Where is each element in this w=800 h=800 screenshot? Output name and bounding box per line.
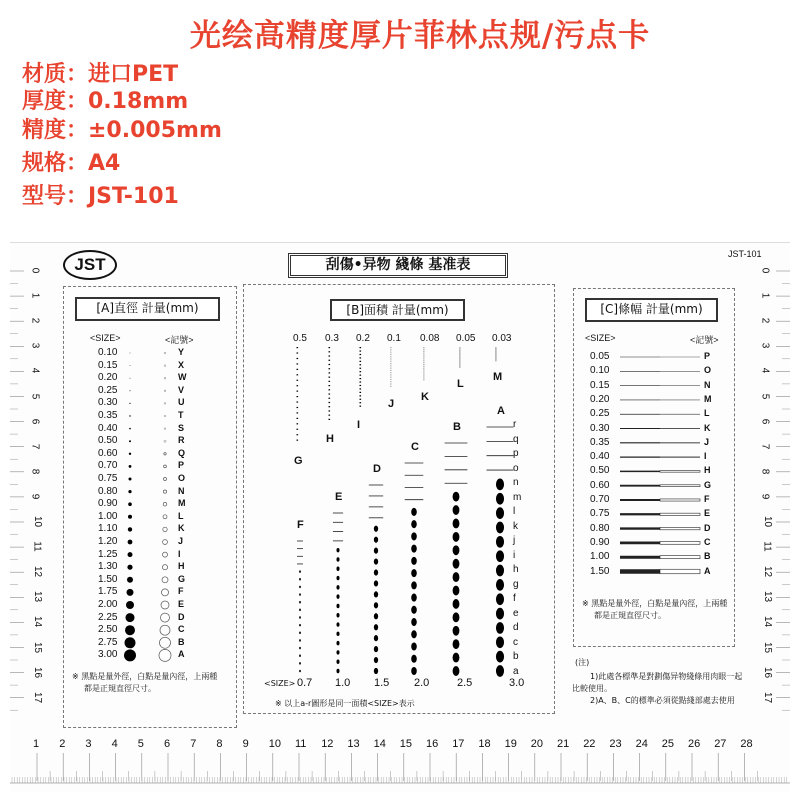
a-size: 0.70 xyxy=(98,460,118,472)
a-mark: P xyxy=(178,460,185,471)
ruler-bottom-number: 12 xyxy=(321,738,334,750)
section-a xyxy=(63,286,237,728)
ruler-bottom-number: 1 xyxy=(33,738,40,750)
b-top-size: 0.08 xyxy=(420,333,440,344)
spec-item: 厚度：0.18mm xyxy=(22,89,189,114)
a-mark: E xyxy=(178,599,185,609)
ruler-right-number: 5 xyxy=(759,393,771,399)
ruler-right-number: 2 xyxy=(759,317,771,324)
ruler-left-number: 4 xyxy=(29,368,41,374)
ruler-right-number: 13 xyxy=(762,591,774,603)
a-size: 3.00 xyxy=(98,649,118,661)
b-shape-letter: p xyxy=(513,448,519,459)
ruler-left-number: 8 xyxy=(29,468,41,475)
c-mark: G xyxy=(704,479,712,490)
ruler-right-number: 6 xyxy=(759,418,771,424)
c-size: 0.15 xyxy=(590,379,610,391)
c-mark: F xyxy=(704,494,710,504)
section-b-title: [B]面積 計量(mm) xyxy=(330,299,465,321)
c-mark: K xyxy=(704,422,711,433)
c-size: 0.10 xyxy=(590,365,610,377)
ruler-right-number: 1 xyxy=(759,292,771,299)
a-mark: X xyxy=(178,359,185,370)
ruler-bottom-number: 6 xyxy=(164,738,171,750)
c-size: 0.50 xyxy=(590,465,610,477)
b-bottom-letter: A xyxy=(497,405,505,417)
section-c-note: ※ 黑點是量外徑，白點是量內徑，上兩種 xyxy=(582,599,728,608)
a-mark: L xyxy=(178,510,184,521)
b-top-letter: K xyxy=(421,391,429,403)
c-size: 0.35 xyxy=(590,436,610,448)
ruler-right-number: 11 xyxy=(761,541,773,552)
ruler-left-number: 10 xyxy=(32,515,44,528)
a-mark: U xyxy=(178,397,185,408)
ruler-right-number: 3 xyxy=(759,343,771,349)
b-shape-letter: f xyxy=(513,593,516,604)
model-label: JST-101 xyxy=(728,249,762,259)
ruler-bottom-number: 20 xyxy=(530,738,544,750)
a-mark: R xyxy=(178,435,185,446)
b-top-letter: M xyxy=(493,371,503,383)
a-mark: O xyxy=(178,473,186,483)
ruler-bottom-number: 27 xyxy=(714,738,727,750)
b-shape-letter: k xyxy=(513,520,518,532)
size-header: <SIZE> xyxy=(585,333,616,343)
c-size: 0.30 xyxy=(590,422,610,434)
section-a-note-2: 都是正規直徑尺寸。 xyxy=(84,684,156,693)
ruler-left-number: 12 xyxy=(32,566,44,578)
c-mark: I xyxy=(704,451,707,462)
a-mark: J xyxy=(178,536,184,546)
ruler-right-number: 7 xyxy=(759,443,771,449)
ruler-left-number: 15 xyxy=(32,641,44,653)
mark-header: <記號> xyxy=(165,335,194,345)
ruler-bottom-number: 14 xyxy=(373,738,386,750)
a-mark: Q xyxy=(178,447,186,458)
section-c-title: [C]條幅 計量(mm) xyxy=(585,298,718,322)
a-size: 0.20 xyxy=(98,372,118,384)
a-size: 1.30 xyxy=(98,561,118,573)
b-shape-letter: h xyxy=(513,564,519,575)
ruler-bottom-number: 8 xyxy=(216,738,223,750)
b-bottom-size: 1.5 xyxy=(374,677,390,689)
a-mark: S xyxy=(178,422,185,433)
ruler-bottom-number: 16 xyxy=(426,738,439,750)
a-mark: G xyxy=(178,573,186,584)
ruler-bottom-number: 7 xyxy=(190,738,197,750)
b-top-size: 0.3 xyxy=(325,333,339,344)
b-shape-letter: c xyxy=(513,636,518,648)
c-size: 0.80 xyxy=(590,522,610,534)
b-bottom-letter: D xyxy=(373,463,381,475)
b-bottom-letter: E xyxy=(335,491,343,503)
b-shape-letter: d xyxy=(513,622,519,633)
b-top-letter: I xyxy=(357,419,361,431)
notes-head: (注) xyxy=(575,658,590,667)
a-mark: H xyxy=(178,561,185,572)
b-shape-letter: g xyxy=(513,578,519,590)
product-title: 光绘高精度厚片菲林点规/污点卡 xyxy=(189,18,651,54)
b-shape-letter: i xyxy=(513,549,516,561)
mark-header: <記號> xyxy=(690,335,719,345)
ruler-left-number: 9 xyxy=(29,493,41,500)
a-size: 0.35 xyxy=(98,410,118,421)
ruler-bottom-number: 4 xyxy=(111,738,118,750)
size-header: <SIZE> xyxy=(90,333,121,343)
b-bottom-size: 2.0 xyxy=(414,677,430,689)
ruler-right-number: 8 xyxy=(759,468,771,475)
a-mark: T xyxy=(178,410,184,420)
notes-line-3: 2)A、B、C的標準必須從點綫部處去使用 xyxy=(590,696,735,705)
b-bottom-size: 0.7 xyxy=(297,677,313,689)
a-size: 0.75 xyxy=(98,473,118,484)
b-shape-letter: m xyxy=(513,491,522,503)
ruler-left-number: 17 xyxy=(32,691,44,703)
c-mark: A xyxy=(704,565,711,576)
a-mark: V xyxy=(178,384,185,395)
c-mark: N xyxy=(704,379,711,390)
b-shape-letter: o xyxy=(513,462,519,474)
ruler-left-number: 3 xyxy=(29,343,41,349)
b-shape-letter: e xyxy=(513,607,519,619)
b-shape-letter: l xyxy=(513,506,516,517)
ruler-left-number: 1 xyxy=(29,292,41,299)
c-mark: B xyxy=(704,551,711,562)
c-size: 0.05 xyxy=(590,351,610,362)
a-size: 0.30 xyxy=(98,397,118,409)
a-mark: F xyxy=(178,586,184,597)
a-size: 0.15 xyxy=(98,359,118,371)
a-size: 0.90 xyxy=(98,498,118,510)
ruler-left-number: 13 xyxy=(32,591,44,603)
ruler-left-number: 0 xyxy=(29,267,41,274)
b-top-size: 0.03 xyxy=(492,333,512,344)
b-bottom-letter: F xyxy=(297,519,304,531)
ruler-right-number: 10 xyxy=(762,515,774,528)
a-size: 1.20 xyxy=(98,536,118,547)
ruler-bottom-number: 2 xyxy=(59,738,66,750)
b-top-letter: L xyxy=(457,378,464,390)
a-mark: Y xyxy=(178,347,185,357)
c-size: 0.60 xyxy=(590,479,610,491)
c-mark: E xyxy=(704,508,711,519)
a-size: 2.00 xyxy=(98,599,118,610)
a-size: 1.50 xyxy=(98,573,118,585)
b-top-letter: G xyxy=(294,455,303,467)
ruler-left-number: 11 xyxy=(31,541,43,552)
spec-item: 型号：JST-101 xyxy=(22,184,179,209)
ruler-bottom-number: 28 xyxy=(740,738,753,750)
ruler-bottom-number: 11 xyxy=(295,738,307,750)
a-mark: I xyxy=(178,548,181,559)
ruler-right-number: 9 xyxy=(759,493,771,500)
b-top-letter: J xyxy=(388,398,395,410)
c-mark: J xyxy=(704,436,710,447)
c-mark: P xyxy=(704,351,711,361)
b-top-letter: H xyxy=(326,433,334,445)
ruler-left-number: 6 xyxy=(29,418,41,424)
spec-item: 精度：±0.005mm xyxy=(22,118,222,143)
b-shape-letter: a xyxy=(513,665,519,677)
a-size: 1.75 xyxy=(98,586,118,598)
gauge-card xyxy=(10,242,790,792)
c-size: 1.00 xyxy=(590,551,610,563)
spec-item: 材质：进口PET xyxy=(22,62,179,87)
ruler-right-number: 17 xyxy=(762,691,774,703)
b-top-size: 0.5 xyxy=(293,333,307,344)
ruler-bottom-number: 21 xyxy=(557,738,570,750)
a-size: 1.00 xyxy=(98,510,118,522)
a-size: 1.10 xyxy=(98,523,118,535)
ruler-bottom-number: 17 xyxy=(452,738,465,750)
notes-line-2: 比較使用。 xyxy=(572,684,612,693)
c-mark: L xyxy=(704,408,710,419)
a-size: 2.50 xyxy=(98,624,118,636)
b-shape-letter: j xyxy=(513,535,516,546)
c-mark: H xyxy=(704,465,711,476)
ruler-bottom-number: 24 xyxy=(635,738,648,750)
a-mark: D xyxy=(178,611,185,622)
b-bottom-size: 2.5 xyxy=(457,677,473,689)
c-mark: D xyxy=(704,522,711,533)
card-header: 刮傷•异物 綫條 基准表 xyxy=(288,253,508,278)
a-mark: K xyxy=(178,523,185,534)
b-shape-letter: r xyxy=(513,419,517,430)
a-size: 1.25 xyxy=(98,548,118,560)
ruler-bottom-number: 26 xyxy=(688,738,701,750)
ruler-bottom-number: 22 xyxy=(583,738,596,750)
a-mark: B xyxy=(178,636,185,647)
b-shape-letter: b xyxy=(513,651,519,662)
b-top-size: 0.1 xyxy=(387,333,401,344)
c-size: 0.20 xyxy=(590,393,610,405)
a-size: 0.50 xyxy=(98,435,118,447)
a-size: 2.75 xyxy=(98,636,118,648)
b-top-size: 0.2 xyxy=(356,333,370,344)
ruler-bottom-number: 3 xyxy=(85,738,92,750)
ruler-bottom-number: 5 xyxy=(137,738,144,750)
b-bottom-letter: B xyxy=(453,421,461,433)
a-mark: W xyxy=(178,372,187,383)
c-size: 0.40 xyxy=(590,451,610,463)
b-shape-letter: q xyxy=(513,433,519,445)
ruler-left-number: 16 xyxy=(32,666,44,678)
ruler-left-number: 2 xyxy=(29,317,41,324)
b-bottom-letter: C xyxy=(411,441,419,453)
c-size: 0.90 xyxy=(590,536,610,548)
b-size-label: <SIZE> xyxy=(264,679,296,688)
a-size: 0.25 xyxy=(98,384,118,396)
section-b-note: ※ 以上a-r圖形是同一面積<SIZE>表示 xyxy=(275,699,415,708)
b-shape-letter: n xyxy=(513,477,519,488)
a-size: 0.40 xyxy=(98,422,118,434)
c-mark: M xyxy=(704,393,712,404)
ruler-left-number: 5 xyxy=(29,393,41,399)
section-a-note: ※ 黑點是量外徑，白點是量內徑，上兩種 xyxy=(72,672,218,681)
a-size: 0.10 xyxy=(98,347,118,358)
ruler-bottom-number: 18 xyxy=(478,738,491,750)
ruler-bottom-number: 13 xyxy=(347,738,360,750)
b-bottom-size: 3.0 xyxy=(509,677,525,689)
ruler-right-number: 16 xyxy=(762,666,774,678)
c-size: 0.70 xyxy=(590,494,610,505)
a-mark: M xyxy=(178,498,186,509)
c-size: 1.50 xyxy=(590,565,610,577)
a-mark: A xyxy=(178,649,185,660)
b-top-size: 0.05 xyxy=(456,333,476,344)
spec-item: 规格：A4 xyxy=(22,151,121,176)
a-size: 0.60 xyxy=(98,447,118,459)
ruler-right-number: 14 xyxy=(762,616,774,628)
ruler-bottom-number: 23 xyxy=(609,738,622,750)
ruler-left-number: 14 xyxy=(32,616,44,628)
ruler-right-number: 4 xyxy=(759,368,771,374)
b-bottom-size: 1.0 xyxy=(335,677,351,689)
ruler-bottom-number: 25 xyxy=(661,738,675,750)
a-size: 2.25 xyxy=(98,611,118,623)
c-size: 0.75 xyxy=(590,508,610,520)
c-mark: C xyxy=(704,536,711,547)
ruler-right-number: 12 xyxy=(762,566,774,578)
ruler-bottom-number: 10 xyxy=(268,738,282,750)
ruler-left-number: 7 xyxy=(29,443,41,449)
ruler-right-number: 0 xyxy=(759,267,771,274)
ruler-bottom-number: 9 xyxy=(242,738,249,750)
c-size: 0.25 xyxy=(590,408,610,420)
section-c-note-2: 都是正規直徑尺寸。 xyxy=(594,611,666,620)
ruler-right-number: 15 xyxy=(762,641,774,653)
a-mark: N xyxy=(178,485,185,496)
ruler-bottom-number: 15 xyxy=(399,738,413,750)
section-b xyxy=(243,284,555,714)
a-mark: C xyxy=(178,624,185,635)
a-size: 0.80 xyxy=(98,485,118,497)
jst-logo: JST xyxy=(63,250,117,280)
ruler-bottom-number: 19 xyxy=(504,738,517,750)
section-a-title: [A]直徑 計量(mm) xyxy=(75,297,220,321)
notes-line-1: 1)此處各標準是對劃傷异物綫條用肉眼一起 xyxy=(590,672,743,681)
c-mark: O xyxy=(704,365,712,376)
